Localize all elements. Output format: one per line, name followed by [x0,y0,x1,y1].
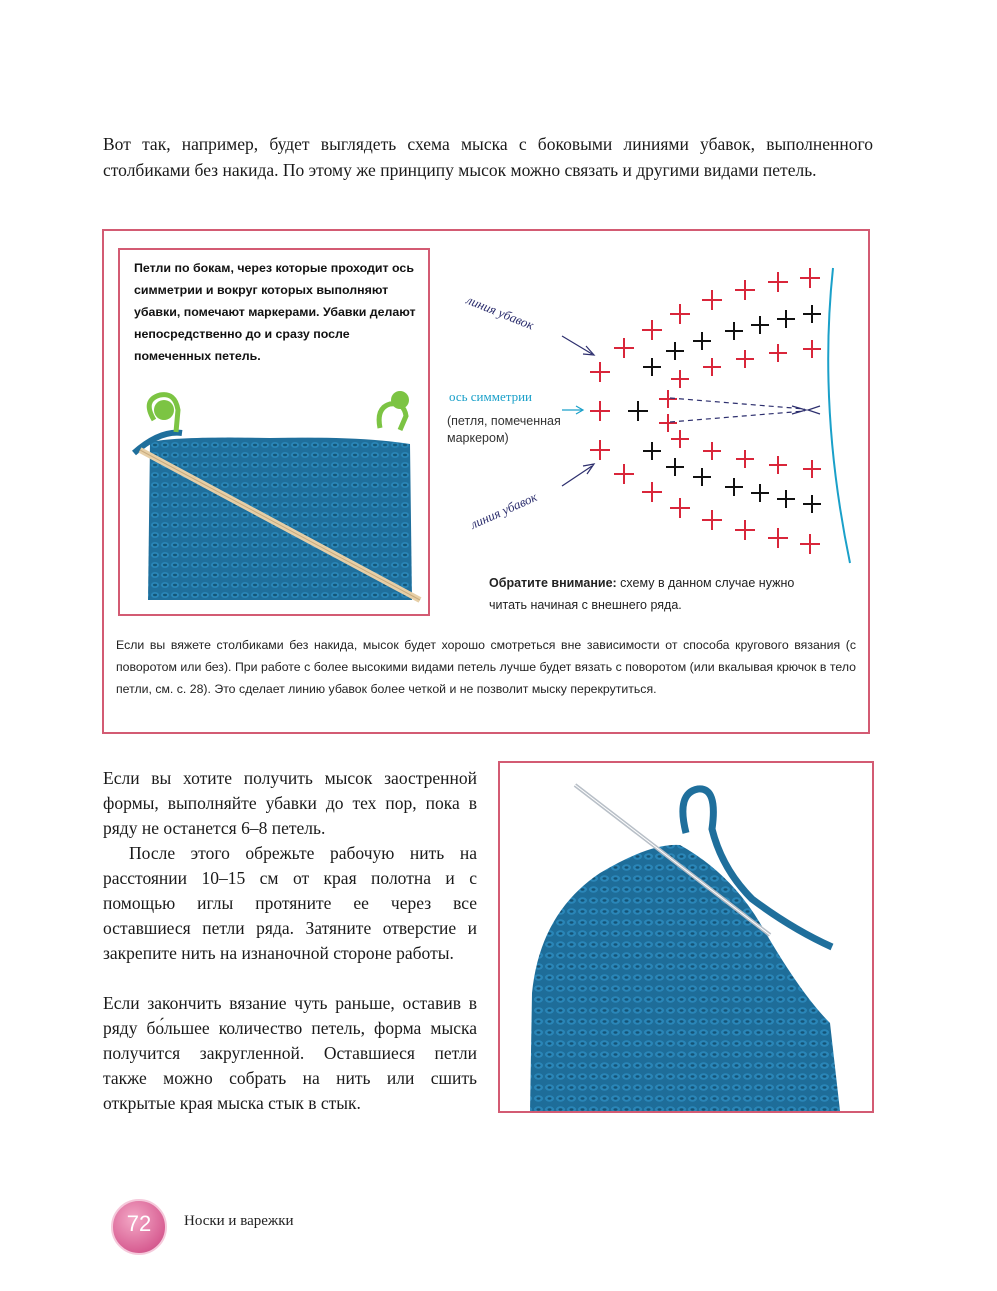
label-marked-stitch: (петля, помеченная маркером) [447,414,561,445]
page-number: 72 [126,1211,152,1236]
label-symmetry-axis: ось симметрии [449,389,532,404]
symmetry-lines [670,398,820,422]
label-decrease-line-top: линия убавок [464,292,537,333]
paragraph-rounded-toe: Если закончить вязание чуть раньше, оставив в ряду бо́льшее количество петель, форма мыска получится закругленной. Оставшиеся петли также можно собрать на нить или сшить открытые края мыска стык в стык. [103,993,477,1113]
paragraph-pointed-toe: Если вы хотите получить мысок заостренной формы, выполняйте убавки до тех пор, пока в ряду не останется 6–8 петель. [103,768,477,838]
attention-note-text: схему в данном случае нужно читать начиная с внешнего ряда. [489,576,795,612]
attention-note-title: Обратите внимание: [489,576,617,590]
main-text-column [103,766,477,1116]
paragraph-finishing: После этого обрежьте рабочую нить на расстоянии 10–15 см от края полотна и с помощью иглы протяните ее через все оставшиеся петли ряда. Затяните отверстие и закрепите нить на изнаночной стороне работы. [103,843,477,963]
label-decrease-line-bottom: линия убавок [468,489,540,532]
knitting-photo-needle [498,761,874,1113]
attention-note [489,572,819,616]
intro-paragraph: Вот так, например, будет выглядеть схема мыска с боковыми линиями убавок, выполненного столбиками без накида. По этому же принципу мысок можно связать и другими видами петель. [103,134,873,180]
inner-row-stitches [628,305,821,513]
pointer-arrows [562,336,594,486]
photo-caption: Петли по бокам, через которые проходит ось симметрии и вокруг которых выполняют убавки, помечают маркерами. Убавки делают непосредственно до и сразу после помеченных петель. [134,261,416,363]
figure-box-text: Если вы вяжете столбиками без накида, мысок будет хорошо смотреться вне зависимости от способа кругового вязания (с поворотом или без). При работе с более высокими видами петель лучше будет вязать с поворотом (или вкалывая крючок в тело петли, см. с. 28). Это сделает линию убавок более четкой и не позволит мыску перекрутиться. [116,638,856,696]
toe-finishing-illustration [500,763,872,1111]
section-title: Носки и варежки [184,1213,294,1229]
